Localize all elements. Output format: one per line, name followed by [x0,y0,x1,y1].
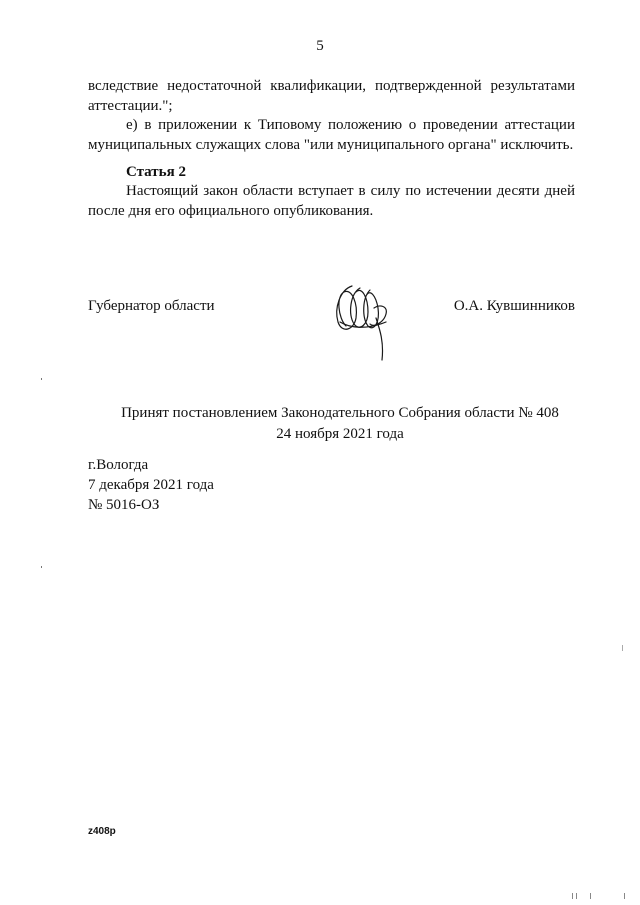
handwritten-signature [330,278,396,364]
place-date-block [88,455,214,515]
scan-edge-mark [622,645,623,651]
scan-edge-mark [590,893,591,899]
paragraph-1-line-1: вследствие недостаточной квалификации, подтвержденной результатами [88,78,575,94]
paragraph-1-line-2: аттестации."; [88,98,173,114]
scan-edge-mark [624,893,625,899]
article-2-line-1: Настоящий закон области вступает в силу по истечении десяти дней [126,183,575,199]
city: г.Вологда [88,457,149,473]
page-number: 5 [316,38,324,54]
adoption-block [0,403,640,445]
adoption-date: 24 ноября 2021 года [276,426,404,442]
signing-date: 7 декабря 2021 года [88,477,214,493]
scan-edge-mark [572,893,573,899]
article-2-text [88,181,575,221]
paragraph-2 [88,115,575,155]
article-2-heading: Статья 2 [126,164,186,180]
scan-margin-mark [41,566,42,568]
document-code: z408p [88,826,116,837]
adoption-line-1: Принят постановлением Законодательного Собрания области № 408 [121,405,559,421]
paragraph-1 [88,76,575,116]
paragraph-2-line-1: е) в приложении к Типовому положению о проведении аттестации [126,117,575,133]
article-2-line-2: после дня его официального опубликования. [88,203,374,219]
law-number: № 5016-ОЗ [88,497,160,513]
scan-edge-mark [576,893,577,899]
paragraph-2-line-2: муниципальных служащих слова "или муниципального органа" исключить. [88,137,574,153]
governor-name: О.А. Кувшинников [453,298,575,314]
governor-title: Губернатор области [88,298,215,314]
scan-margin-mark [41,378,42,380]
